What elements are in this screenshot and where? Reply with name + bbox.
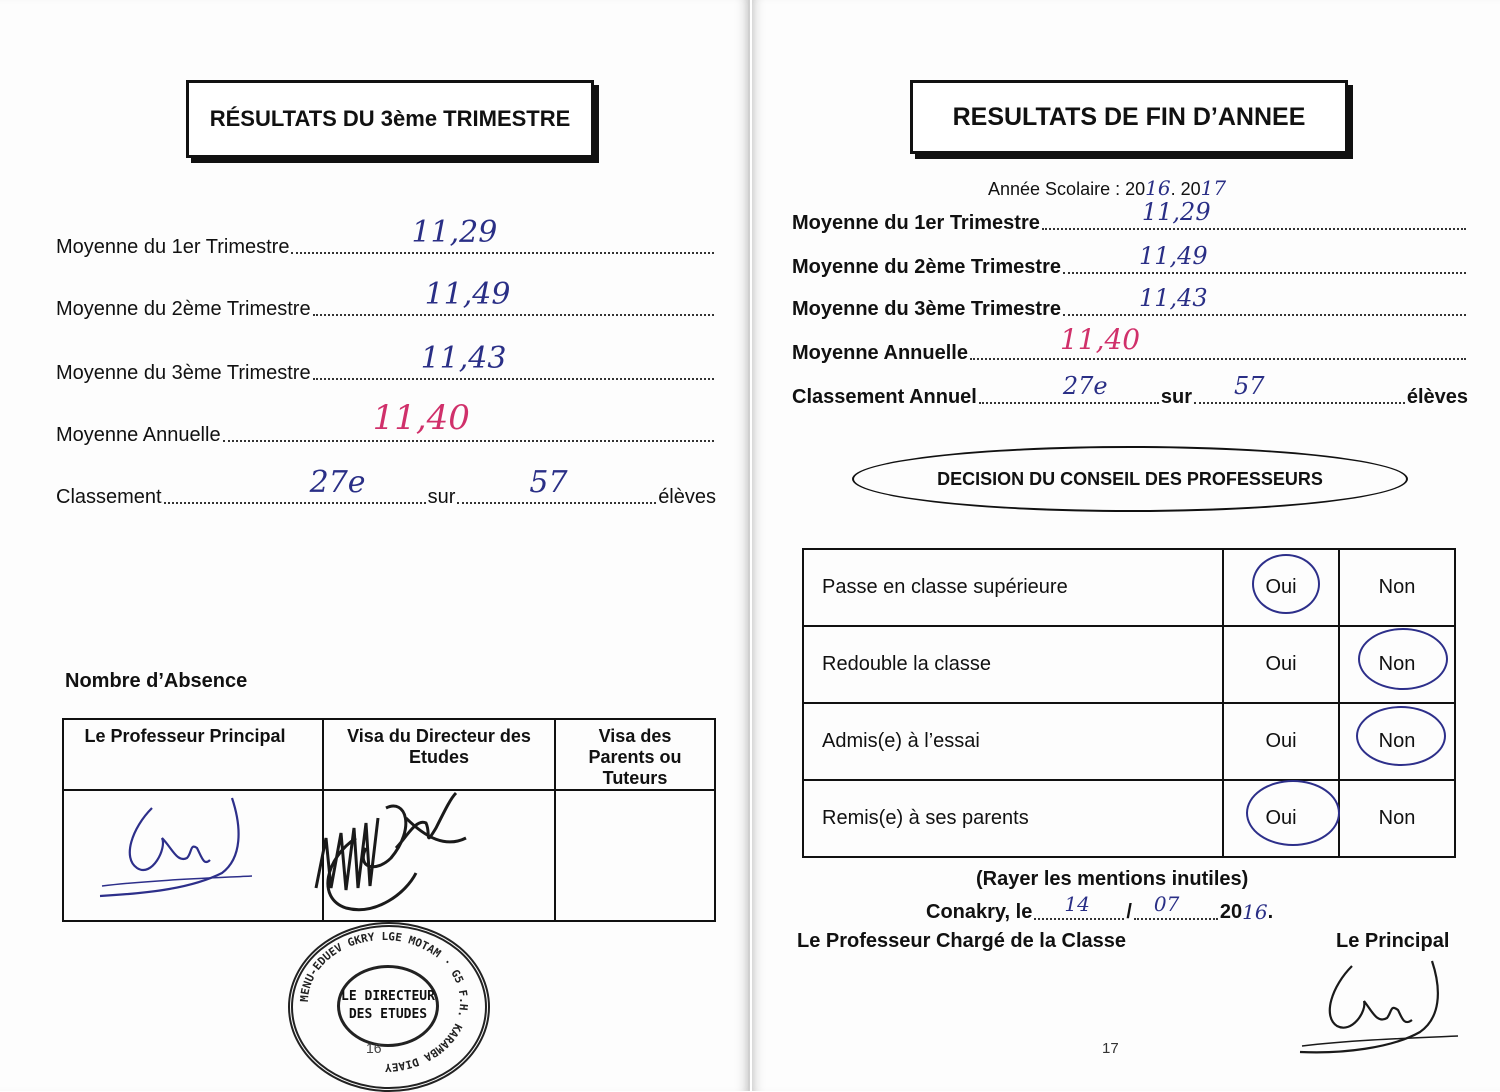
right-row-trim1: [792, 198, 1468, 235]
annee-scolaire: [988, 176, 1226, 200]
dotted-line: [1034, 892, 1124, 920]
right-row-trim3-value: 11,43: [1138, 284, 1208, 312]
left-row-annual: [56, 398, 716, 447]
decision-title: [852, 446, 1408, 512]
left-page: [0, 0, 750, 1091]
right-row-trim1-value: 11,29: [1141, 198, 1211, 226]
conakry-date: [926, 892, 1274, 924]
decision-row: [803, 780, 1455, 857]
dotted-line: [979, 372, 1159, 404]
conakry-year-hand: 16: [1242, 900, 1268, 924]
circle-mark: [1252, 554, 1320, 614]
right-page: [752, 0, 1500, 1091]
decision-oui-passe[interactable]: Oui: [1223, 549, 1339, 626]
circle-mark: [1246, 780, 1340, 846]
header-visa-directeur: Visa du Directeur des Etudes: [323, 719, 555, 790]
dotted-line: [1042, 198, 1466, 230]
left-page-number: 16: [366, 1040, 382, 1056]
circle-mark: [1358, 628, 1448, 690]
principal-signature: [1292, 956, 1462, 1066]
header-visa-parents: Visa des Parents ou Tuteurs: [555, 719, 715, 790]
decision-title-text: DECISION DU CONSEIL DES PROFESSEURS: [937, 468, 1323, 489]
dotted-line: [970, 323, 1466, 360]
decision-non-admis[interactable]: Non: [1339, 703, 1455, 780]
right-row-classement: [792, 372, 1468, 409]
right-row-annual-value: 11,40: [1059, 323, 1141, 356]
decision-label-admis: Admis(e) à l’essai: [803, 703, 1223, 780]
right-classement-suffix: élèves: [1406, 386, 1468, 408]
right-row-trim3: [792, 284, 1468, 321]
decision-non-redouble[interactable]: Non: [1339, 626, 1455, 703]
professor-signature: [92, 788, 262, 908]
right-row-trim3-label: Moyenne du 3ème Trimestre: [792, 298, 1061, 320]
dotted-line: [1063, 284, 1466, 316]
right-row-trim1-label: Moyenne du 1er Trimestre: [792, 212, 1040, 234]
decision-non-passe[interactable]: Non: [1339, 549, 1455, 626]
annee-scolaire-label: Année Scolaire :: [988, 179, 1126, 199]
decision-table: [802, 548, 1456, 858]
left-row-classement: [56, 465, 716, 509]
dotted-line: [223, 398, 714, 442]
left-row-trim3-value: 11,43: [420, 341, 507, 376]
right-row-trim2: [792, 242, 1468, 279]
left-classement-sur: sur: [427, 486, 456, 508]
left-classement-suffix: élèves: [658, 486, 716, 508]
right-row-annual: [792, 323, 1468, 365]
left-row-trim2-label: Moyenne du 2ème Trimestre: [56, 298, 311, 320]
fin-annee-title-text: RESULTATS DE FIN D’ANNEE: [952, 102, 1306, 131]
left-row-annual-value: 11,40: [372, 398, 470, 438]
principal-label: Le Principal: [1336, 930, 1450, 952]
left-row-trim3: [56, 341, 716, 385]
decision-label-passe: Passe en classe supérieure: [803, 549, 1223, 626]
left-classement-label: Classement: [56, 486, 162, 508]
left-row-trim1-value: 11,29: [411, 215, 498, 250]
third-trimester-title-text: RÉSULTATS DU 3ème TRIMESTRE: [209, 106, 571, 131]
rayer-note: (Rayer les mentions inutiles): [976, 868, 1249, 890]
dotted-line: [1194, 372, 1405, 404]
right-classement-rank: 27e: [1062, 372, 1108, 400]
decision-oui-redouble[interactable]: Oui: [1223, 626, 1339, 703]
left-row-annual-label: Moyenne Annuelle: [56, 424, 221, 446]
cell-parents-signature: [555, 790, 715, 921]
right-row-trim2-label: Moyenne du 2ème Trimestre: [792, 256, 1061, 278]
annee-end: . 20: [1170, 179, 1201, 199]
fin-annee-title: [910, 80, 1348, 154]
director-stamp: [288, 922, 490, 1092]
conakry-label: Conakry, le: [926, 901, 1033, 923]
dotted-line: [291, 215, 714, 254]
left-row-trim2: [56, 277, 716, 321]
stamp-center-line1: LE DIRECTEUR: [341, 989, 435, 1004]
conakry-year-prefix: 20: [1219, 901, 1243, 923]
dotted-line: [457, 465, 656, 504]
decision-label-remis: Remis(e) à ses parents: [803, 780, 1223, 857]
right-classement-sur: sur: [1160, 386, 1192, 408]
circle-mark: [1356, 706, 1446, 766]
right-row-trim2-value: 11,49: [1138, 242, 1208, 270]
decision-row: [803, 626, 1455, 703]
decision-row: [803, 549, 1455, 626]
annee-end-hand: 17: [1200, 176, 1227, 200]
conakry-end: .: [1267, 901, 1274, 923]
decision-label-redouble: Redouble la classe: [803, 626, 1223, 703]
third-trimester-title: [186, 80, 594, 158]
dotted-line: [1063, 242, 1466, 274]
conakry-sep: /: [1126, 901, 1132, 923]
prof-charge-label: Le Professeur Chargé de la Classe: [797, 930, 1127, 952]
left-classement-rank: 27e: [309, 465, 366, 500]
decision-oui-remis[interactable]: Oui: [1223, 780, 1339, 857]
stamp-center: [337, 965, 439, 1047]
dotted-line: [313, 277, 714, 316]
right-row-annual-label: Moyenne Annuelle: [792, 342, 968, 364]
annee-start-hand: 16: [1145, 176, 1171, 200]
left-row-trim1-label: Moyenne du 1er Trimestre: [56, 236, 290, 258]
dotted-line: [313, 341, 714, 380]
decision-oui-admis[interactable]: Oui: [1223, 703, 1339, 780]
left-row-trim2-value: 11,49: [424, 277, 511, 312]
right-page-number: 17: [1102, 1040, 1119, 1057]
dotted-line: [164, 465, 426, 504]
left-row-trim3-label: Moyenne du 3ème Trimestre: [56, 362, 311, 384]
stamp-center-line2: DES ETUDES: [348, 1007, 428, 1022]
left-classement-total: 57: [529, 465, 568, 500]
header-professeur-principal: Le Professeur Principal: [63, 719, 323, 790]
annee-start: 20: [1125, 179, 1146, 199]
conakry-day: 14: [1064, 892, 1090, 916]
dotted-line: [1134, 892, 1218, 920]
conakry-month: 07: [1153, 892, 1180, 916]
right-classement-label: Classement Annuel: [792, 386, 977, 408]
decision-non-remis[interactable]: Non: [1339, 780, 1455, 857]
absence-label: Nombre d’Absence: [65, 670, 248, 692]
right-classement-total: 57: [1234, 372, 1265, 400]
director-signature: [296, 778, 476, 918]
left-row-trim1: [56, 215, 716, 259]
stamp-ring-text: MENU-EDUEV GKRY LGE MOTAM · G5 F.H. KARAMBA DIAEY: [297, 929, 471, 1075]
